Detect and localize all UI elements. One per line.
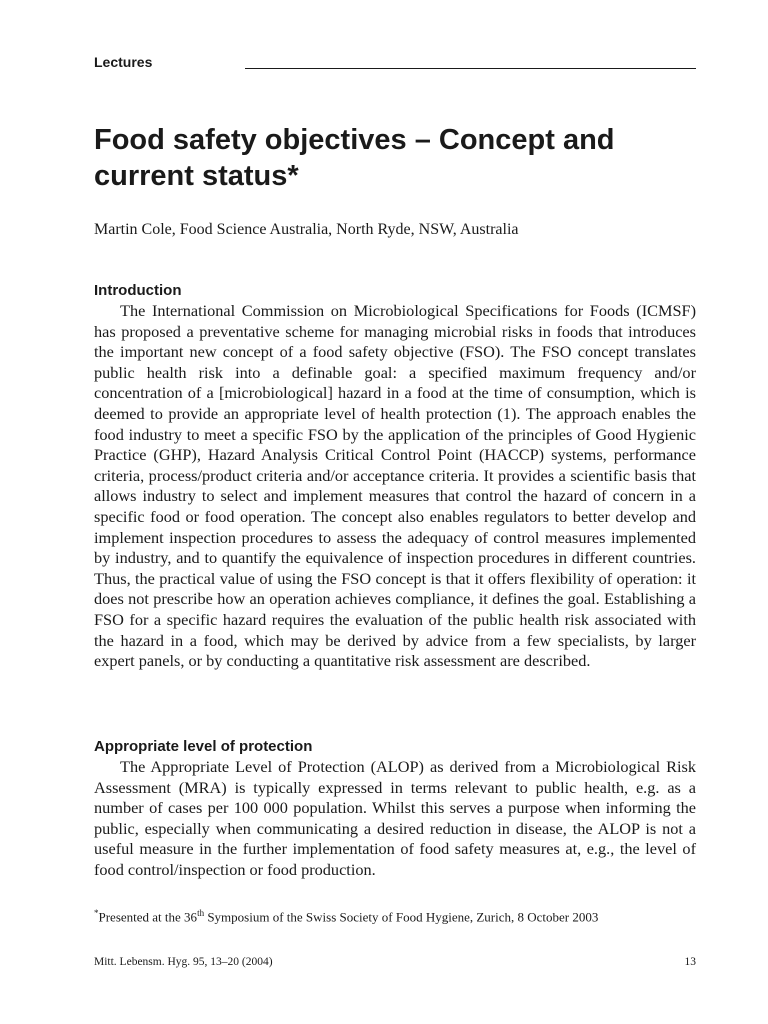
- article-title: Food safety objectives – Concept and current status*: [94, 124, 615, 192]
- page-number: 13: [684, 956, 696, 968]
- author-line: Martin Cole, Food Science Australia, North Ryde, NSW, Australia: [94, 221, 519, 238]
- section-heading-introduction: Introduction: [94, 282, 182, 299]
- footnote: [94, 904, 704, 926]
- section-heading-alop: Appropriate level of protection: [94, 738, 313, 755]
- header-rule: [245, 68, 696, 69]
- footnote-superscript: th: [197, 908, 205, 918]
- journal-reference: Mitt. Lebensm. Hyg. 95, 13–20 (2004): [94, 956, 273, 968]
- footnote-text-after: Symposium of the Swiss Society of Food Hygiene, Zurich, 8 October 2003: [204, 909, 599, 925]
- section-body-introduction: The International Commission on Microbiological Specifications for Foods (ICMSF) has proposed a preventative scheme for managing microbial risks in foods that introduces the important new concept of a food safety objective (FSO). The FSO concept translates public health risk into a definable goal: a specified maximum frequency and/or concentration of a [microbiological] hazard in a food at the time of consumption, which is deemed to provide an appropriate level of health protection (1). The approach enables the food industry to meet a specific FSO by the application of the principles of Good Hygienic Practice (GHP), Hazard Analysis Critical Control Point (HACCP) systems, performance criteria, process/product criteria and/or acceptance criteria. It provides a scientific basis that allows industry to select and implement measures that control the hazard of concern in a specific food or food operation. The concept also enables regulators to better develop and implement inspection procedures to assess the adequacy of control measures implemented by industry, and to quantify the equivalence of inspection procedures in different countries. Thus, the practical value of using the FSO concept is that it offers flexibility of operation: it does not prescribe how an operation achieves compliance, it defines the goal. Establishing a FSO for a specific hazard requires the evaluation of the public health risk associated with the hazard in a food, which may be derived by advice from a few specialists, by larger expert panels, or by conducting a quantitative risk assessment are described.: [94, 301, 696, 671]
- section-body-alop: The Appropriate Level of Protection (ALOP) as derived from a Microbiological Risk Assessment (MRA) is typically expressed in terms relevant to public health, e.g. as a number of cases per 100 000 population. Whilst this serves a purpose when informing the public, especially when communicating a desired reduction in disease, the ALOP is not a useful measure in the further implementation of food safety measures at, e.g., the level of food control/inspection or food production.: [94, 757, 696, 879]
- section-label: Lectures: [94, 54, 153, 70]
- footnote-text-before: Presented at the 36: [98, 909, 198, 925]
- footnote-marker: *: [94, 908, 99, 918]
